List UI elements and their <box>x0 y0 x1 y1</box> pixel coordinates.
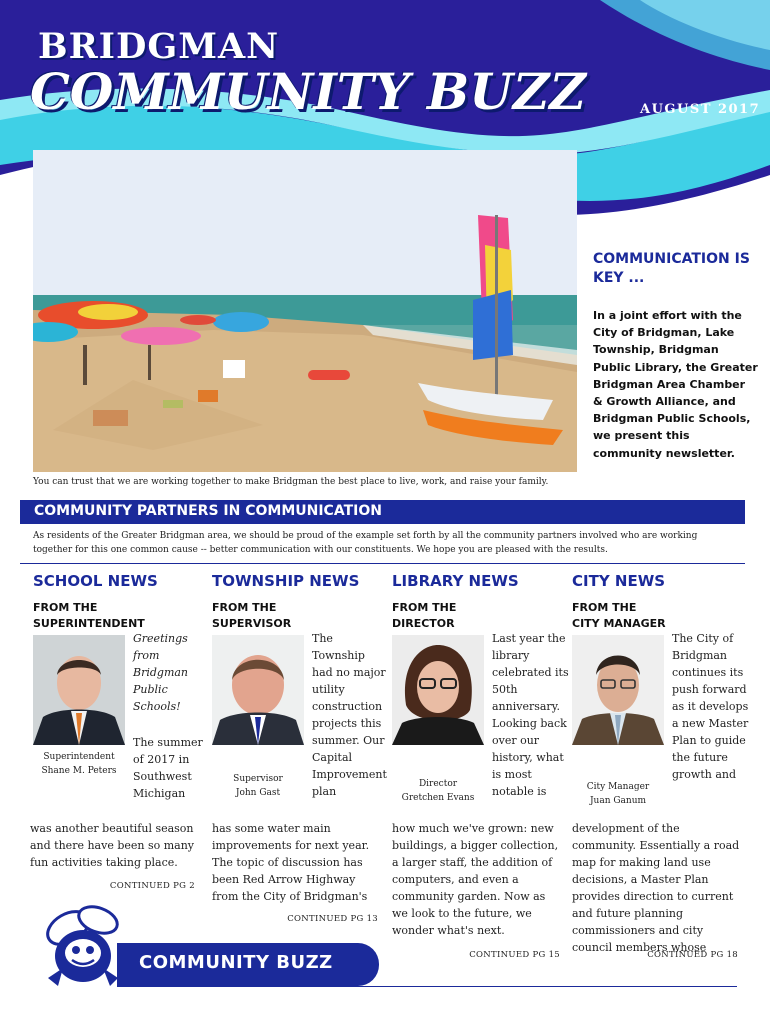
partners-band <box>20 500 745 524</box>
issue-date: AUGUST 2017 <box>640 102 761 117</box>
city-manager-portrait <box>572 635 664 745</box>
city-continued: CONTINUED PG 18 <box>647 950 738 960</box>
city-manager-caption <box>572 780 664 808</box>
beach-scene-illustration <box>33 150 577 472</box>
school-body-text: was another beautiful season and there have been so many fun activities taking place. <box>30 822 195 869</box>
footer-rule <box>117 986 737 987</box>
library-news-column <box>392 572 569 972</box>
township-continued: CONTINUED PG 13 <box>287 914 378 924</box>
sidebar-title: COMMUNICATION IS KEY ... <box>593 251 750 286</box>
school-greeting: Greetings from Bridgman Public Schools! <box>133 632 189 713</box>
director-name: Gretchen Evans <box>401 793 475 803</box>
partners-title: COMMUNITY PARTNERS IN COMMUNICATION <box>34 503 382 519</box>
director-portrait <box>392 635 484 745</box>
library-from-line2: DIRECTOR <box>392 617 455 630</box>
city-news-title: CITY NEWS <box>572 572 666 590</box>
township-from-line2: SUPERVISOR <box>212 617 292 630</box>
supervisor-name: John Gast <box>235 788 281 798</box>
city-from-line2: CITY MANAGER <box>572 617 666 630</box>
superintendent-portrait <box>33 635 125 745</box>
township-side-text: The Township had no major utility construction projects this summer. Our Capital Improvement plan <box>312 632 387 798</box>
city-manager-name: Juan Ganum <box>589 796 647 806</box>
school-side-text: The summer of 2017 in Southwest Michigan <box>133 736 203 800</box>
city-manager-role: City Manager <box>586 782 650 792</box>
section-divider <box>20 563 745 564</box>
township-from-line1: FROM THE <box>212 601 277 614</box>
supervisor-role: Supervisor <box>233 774 283 784</box>
school-news-title: SCHOOL NEWS <box>33 572 158 590</box>
footer-badge <box>117 943 379 986</box>
city-news-column <box>572 572 749 972</box>
city-from-line1: FROM THE <box>572 601 637 614</box>
superintendent-role: Superintendent <box>43 752 115 762</box>
township-body-text: has some water main improvements for next year. The topic of discussion has been Red Arrow Highway from the City of Bridgman's <box>212 822 370 903</box>
superintendent-name: Shane M. Peters <box>41 766 117 776</box>
township-news-title: TOWNSHIP NEWS <box>212 572 360 590</box>
school-continued: CONTINUED PG 2 <box>109 881 195 891</box>
library-body-text: how much we've grown: new buildings, a bigger collection, a larger staff, the addition of computers, and even a community garden. Now as we look to the future, we wonder what's next. <box>392 822 559 937</box>
city-body-text: development of the community. Essentially a road map for making land use decisions, a Master Plan provides direction to current and future planning commissioners and city council members whose <box>572 822 740 954</box>
footer-badge-title: COMMUNITY BUZZ <box>139 952 333 973</box>
supervisor-caption <box>212 772 304 800</box>
beach-photo <box>33 150 577 472</box>
school-from-line1: FROM THE <box>33 601 98 614</box>
director-role: Director <box>418 779 458 789</box>
sidebar-body: In a joint effort with the City of Bridgman, Lake Township, Bridgman Public Library, the Greater Bridgman Area Chamber & Growth Alliance, and Bridgman Public Schools, we present this community newsletter. <box>593 309 758 460</box>
bee-mascot-icon <box>28 898 138 990</box>
library-side-text: Last year the library celebrated its 50th anniversary. Looking back over our history, what is most notable is <box>492 632 569 798</box>
supervisor-portrait <box>212 635 304 745</box>
brand-title-main: COMMUNITY BUZZ <box>30 62 586 121</box>
city-side-text: The City of Bridgman continues its push forward as it develops a new Master Plan to guide the future growth and <box>672 632 749 781</box>
photo-caption: You can trust that we are working together to make Bridgman the best place to live, work, and raise your family. <box>33 477 549 487</box>
library-from-line1: FROM THE <box>392 601 457 614</box>
library-news-title: LIBRARY NEWS <box>392 572 519 590</box>
director-caption <box>392 777 484 805</box>
school-from-line2: SUPERINTENDENT <box>33 617 145 630</box>
superintendent-caption <box>33 750 125 778</box>
brand-title-top: BRIDGMAN <box>38 26 280 67</box>
partners-intro: As residents of the Greater Bridgman area, we should be proud of the example set forth by all the community partners involved who are working together for this one common cause -- better communication with our constituents. We hope you are pleased with the results. <box>33 531 698 555</box>
library-continued: CONTINUED PG 15 <box>469 950 560 960</box>
township-news-column <box>212 572 387 972</box>
